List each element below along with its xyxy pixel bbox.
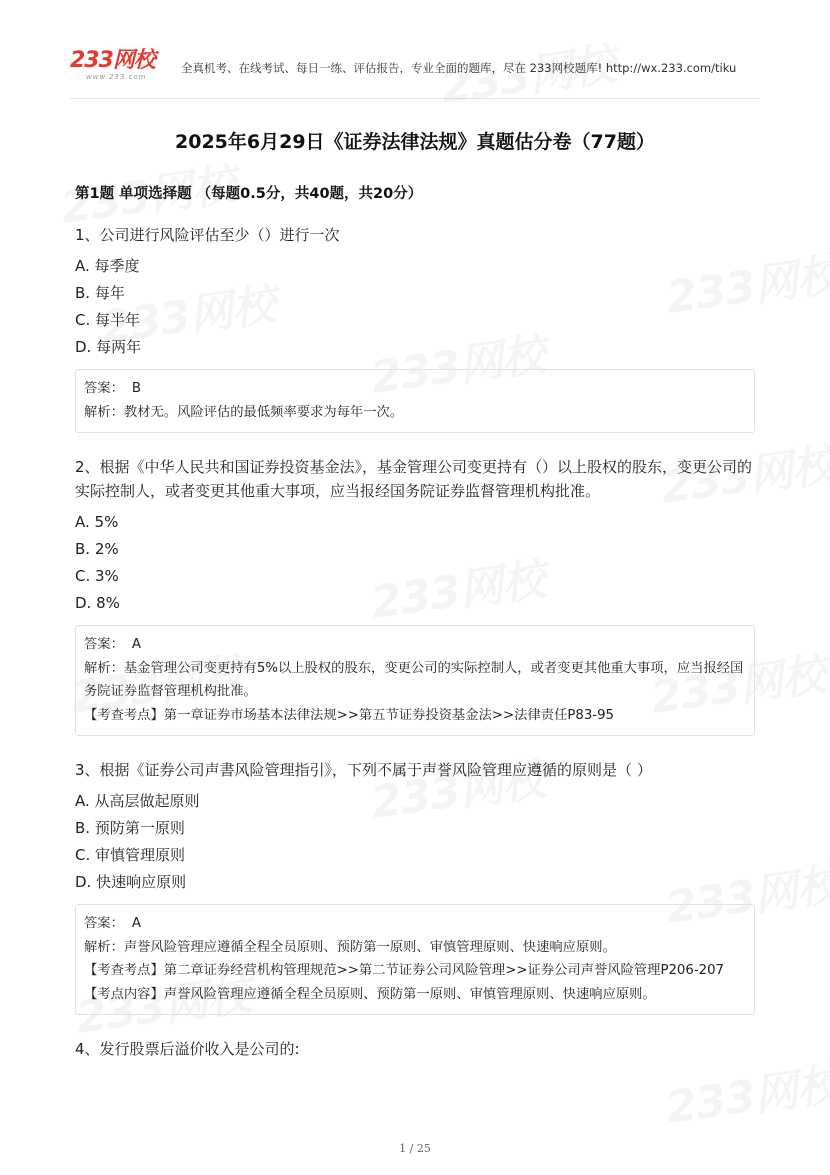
option-a: A. 从高层做起原则 [75,792,200,810]
brand-logo-subtext: www.233.com [86,73,147,81]
answer-label: 答案： [84,637,124,652]
exam-point: 【考查考点】第二章证券经营机构管理规范>>第二节证券公司风险管理>>证券公司声誉风险管理P206-207 [84,963,725,978]
answer-label: 答案： [84,916,124,931]
option-c: C. 每半年 [75,311,141,329]
page-title: 2025年6月29日《证券法律法规》真题估分卷（77题） [175,131,655,153]
answer-value: A [131,916,141,931]
option-c: C. 3% [75,567,119,585]
option-d: D. 8% [75,594,120,612]
answer-box [75,625,755,736]
analysis-text: 解析：声誉风险管理应遵循全程全员原则、预防第一原则、审慎管理原则、快速响应原则。 [84,939,616,955]
question-stem: 3、根据《证券公司声書风险管理指引》，下列不属于声誉风险管理应遵循的原则是（ ） [75,761,652,779]
answer-value: A [131,637,141,652]
brand-logo: 233网校 [70,48,155,73]
question-stem: 2、根据《中华人民共和国证券投资基金法》，基金管理公司变更持有（）以上股权的股东，变更公司的实际控制人，或者变更其他重大事项，应当报经国务院证券监督管理机构批准。 [75,458,753,500]
header-divider [70,98,760,99]
option-c: C. 审慎管理原则 [75,846,186,864]
page-header [0,0,830,100]
answer-value: B [131,381,142,396]
header-slogan: 全真机考、在线考试、每日一练、评估报告，专业全面的题库，尽在 233网校题库! http://wx.233.com/tiku [181,61,737,75]
document-body [75,126,755,1083]
option-a: A. 每季度 [75,257,140,275]
answer-line [84,633,746,657]
question-1 [75,223,755,433]
answer-box [75,904,755,1015]
answer-line [84,377,746,401]
option-d: D. 快速响应原则 [75,873,187,891]
answer-label: 答案： [84,381,124,396]
option-b: B. 每年 [75,284,125,302]
option-a: A. 5% [75,513,119,531]
analysis-text: 解析：教材无。风险评估的最低频率要求为每年一次。 [84,404,404,420]
option-d: D. 每两年 [75,338,142,356]
exam-point-content: 【考点内容】声誉风险管理应遵循全程全员原则、预防第一原则、审慎管理原则、快速响应原则。 [84,986,656,1002]
page-number: 1 / 25 [399,1142,431,1155]
question-stem: 1、公司进行风险评估至少（）进行一次 [75,226,340,244]
question-2 [75,455,755,736]
question-stem: 4、发行股票后溢价收入是公司的: [75,1040,300,1058]
question-3 [75,758,755,1015]
section-heading: 第1题 单项选择题 （每题0.5分，共40题，共20分） [75,186,423,202]
answer-line [84,912,746,936]
answer-box [75,369,755,433]
analysis-text: 解析：基金管理公司变更持有5%以上股权的股东，变更公司的实际控制人，或者变更其他重大事项，应当报经国务院证券监督管理机构批准。 [84,660,744,699]
option-b: B. 2% [75,540,119,558]
option-b: B. 预防第一原则 [75,819,185,837]
question-4 [75,1037,755,1061]
exam-point: 【考查考点】第一章证券市场基本法律法规>>第五节证券投资基金法>>法律责任P83-95 [84,707,615,723]
